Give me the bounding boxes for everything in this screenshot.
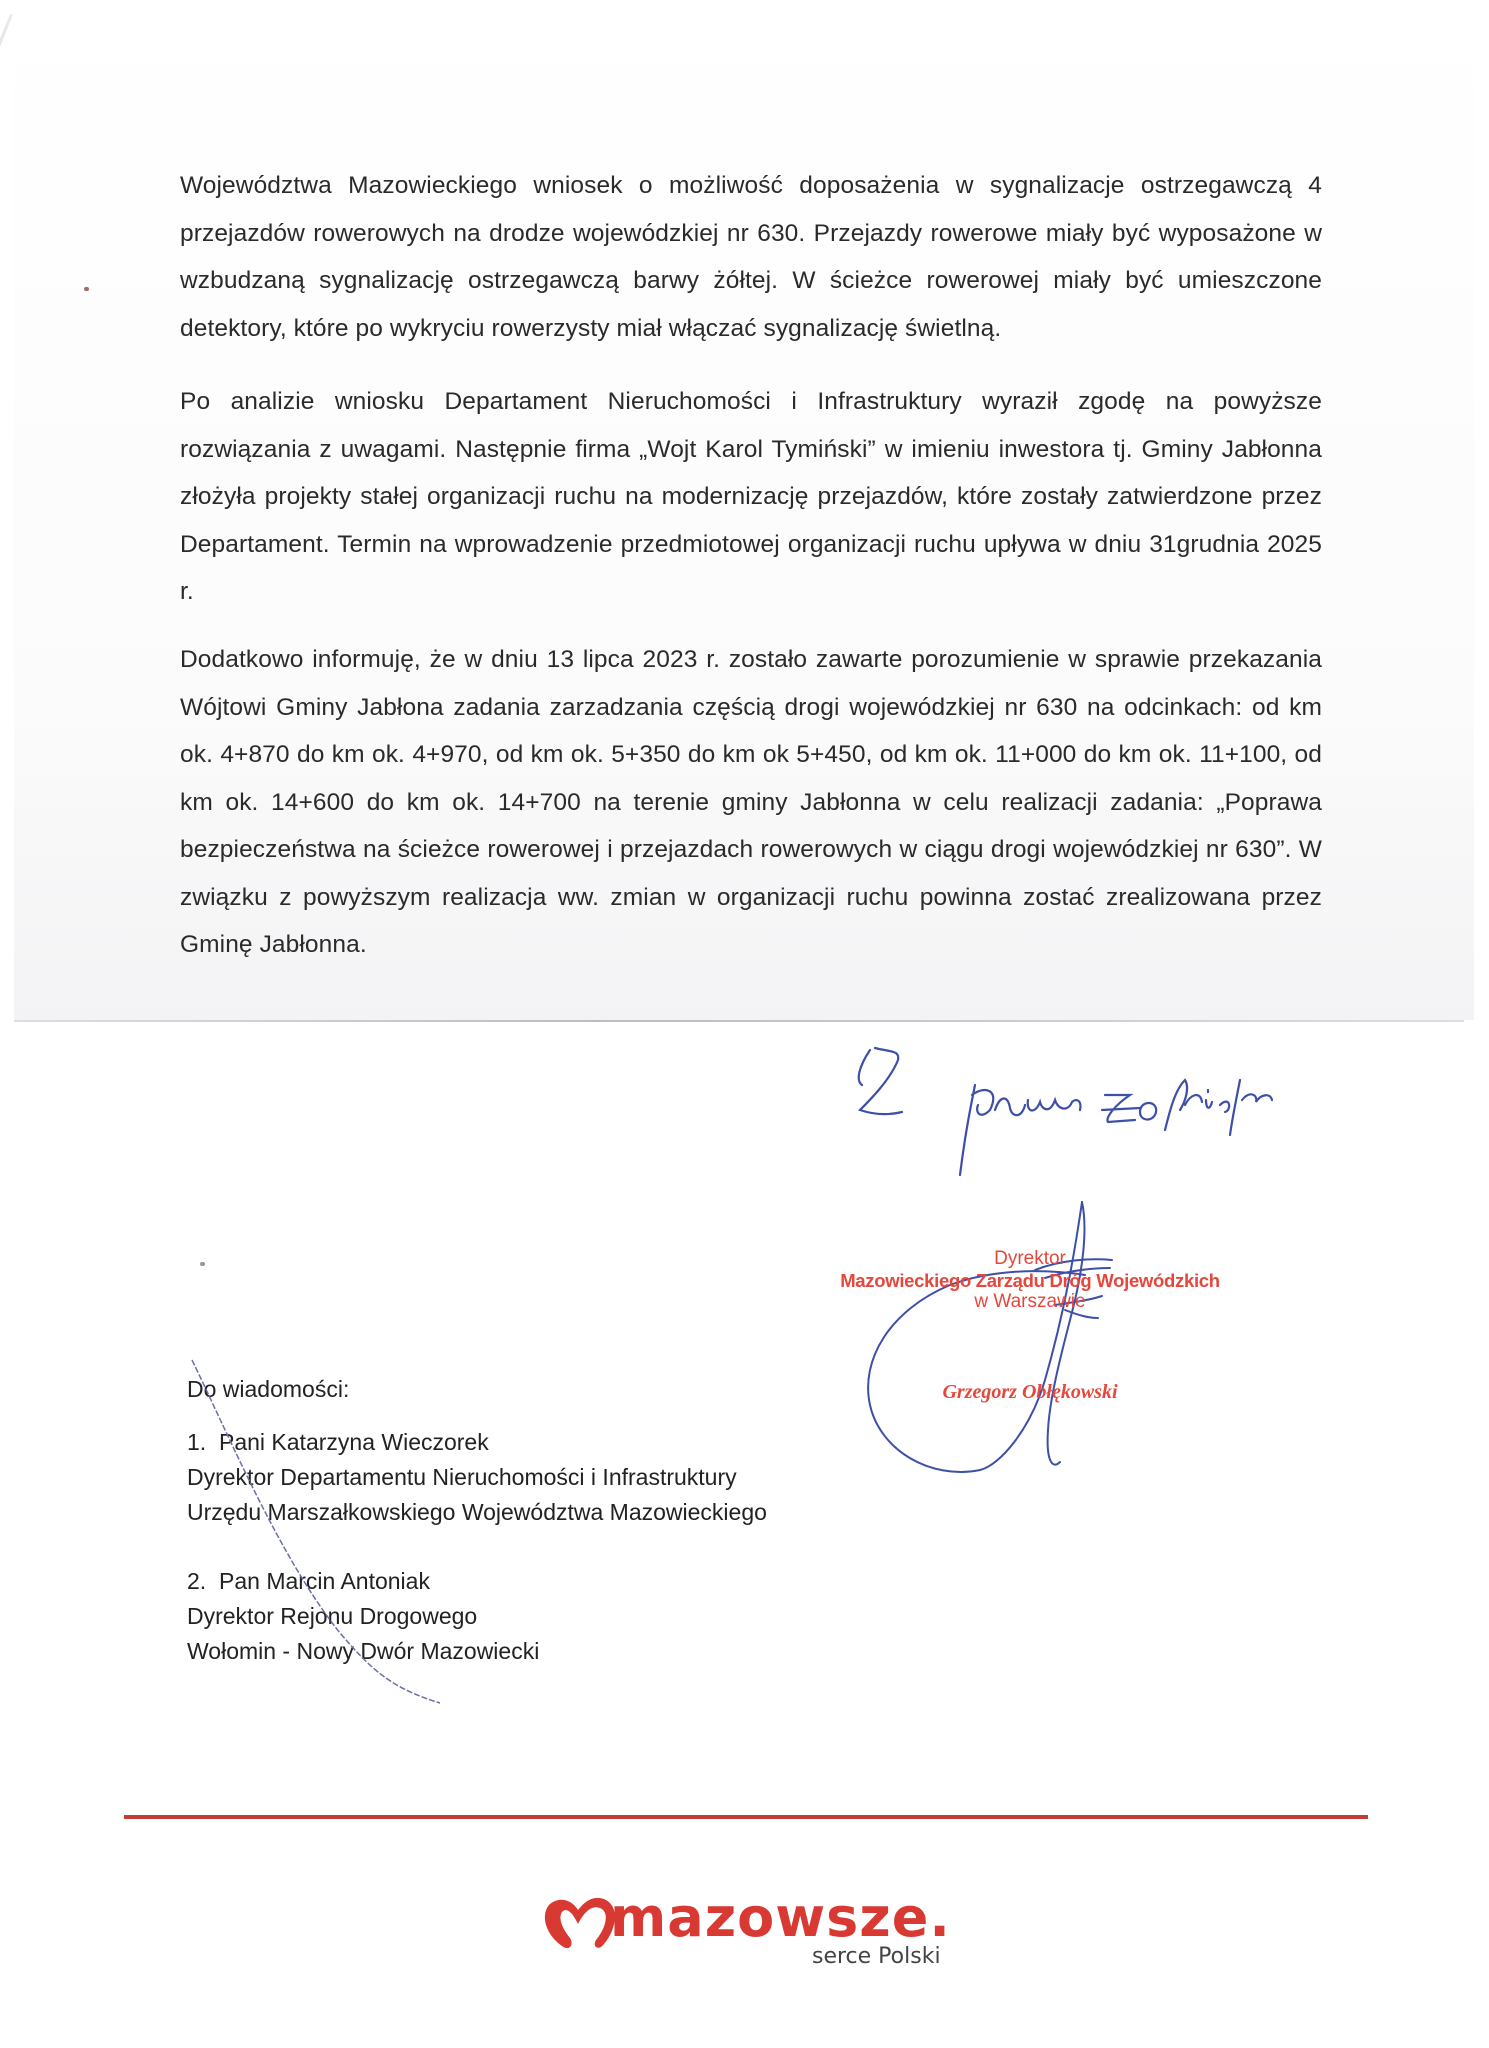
scan-speck	[200, 1262, 205, 1266]
recipient-number: 1.	[187, 1429, 207, 1455]
letter-body	[180, 162, 1322, 362]
recipient-name: Pan Marcin Antoniak	[219, 1568, 430, 1594]
pen-stroke-mark	[190, 1358, 470, 1708]
heart-icon	[540, 1894, 618, 1954]
stamp-signatory-name: Grzegorz Obłękowski	[942, 1381, 1118, 1403]
footer-rule	[124, 1815, 1368, 1819]
scan-edge-mark	[0, 14, 13, 191]
stamp-organization: Mazowieckiego Zarządu Dróg Wojewódzkich	[840, 1270, 1220, 1291]
stamp-title: Dyrektor	[994, 1248, 1066, 1269]
recipient-institution: Wołomin - Nowy Dwór Mazowiecki	[187, 1638, 540, 1664]
stamp-city: w Warszawie	[974, 1291, 1086, 1312]
logo-tagline: serce Polski	[812, 1944, 941, 1969]
logo-wordmark: mazowsze.	[610, 1886, 951, 1949]
paper-fold-line	[14, 1020, 1464, 1022]
recipient-number: 2.	[187, 1568, 207, 1594]
recipient-title: Dyrektor Departamentu Nieruchomości i Infrastruktury	[187, 1464, 737, 1490]
paragraph-1: Województwa Mazowieckiego wniosek o możliwość doposażenia w sygnalizacje ostrzegawczą 4 przejazdów rowerowych na drodze wojewódzkiej nr 630. Przejazdy rowerowe miały być wyposażone w wzbudzaną sygnalizację ostrzegawczą barwy żółtej. W ścieżce rowerowej miały być umieszczone detektory, które po wykryciu rowerzysty miał włączać sygnalizację świetlną.	[180, 172, 1322, 342]
recipient-institution: Urzędu Marszałkowskiego Województwa Mazowieckiego	[187, 1499, 767, 1525]
paragraph-2: Po analizie wniosku Departament Nieruchomości i Infrastruktury wyraził zgodę na powyższe rozwiązania z uwagami. Następnie firma „Wojt Karol Tymiński” w imieniu inwestora tj. Gminy Jabłonna złożyła projekty stałej organizacji ruchu na modernizację przejazdów, które zostały zatwierdzone przez Departament. Termin na wprowadzenie przedmiotowej organizacji ruchu upływa w dniu 31grudnia 2025 r.	[180, 388, 1322, 605]
letter-body	[180, 636, 1322, 979]
distribution-heading: Do wiadomości:	[187, 1376, 350, 1402]
paragraph-3: Dodatkowo informuję, że w dniu 13 lipca 2023 r. zostało zawarte porozumienie w sprawie przekazania Wójtowi Gminy Jabłona zadania zarzadzania częścią drogi wojewódzkiej nr 630 na odcinkach: od km ok. 4+870 do km ok. 4+970, od km ok. 5+350 do km ok 5+450, od km ok. 11+000 do km ok. 11+100, od km ok. 14+600 do km ok. 14+700 na terenie gminy Jabłonna w celu realizacji zadania: „Poprawa bezpieczeństwa na ścieżce rowerowej i przejazdach rowerowych w ciągu drogi wojewódzkiej nr 630”. W związku z powyższym realizacja ww. zmian w organizacji ruchu powinna zostać zrealizowana przez Gminę Jabłonna.	[180, 646, 1322, 958]
handwritten-closing	[840, 1040, 1320, 1190]
scan-speck	[84, 287, 89, 291]
recipient-title: Dyrektor Rejonu Drogowego	[187, 1603, 478, 1629]
letter-body	[180, 378, 1322, 626]
recipient-name: Pani Katarzyna Wieczorek	[219, 1429, 489, 1455]
